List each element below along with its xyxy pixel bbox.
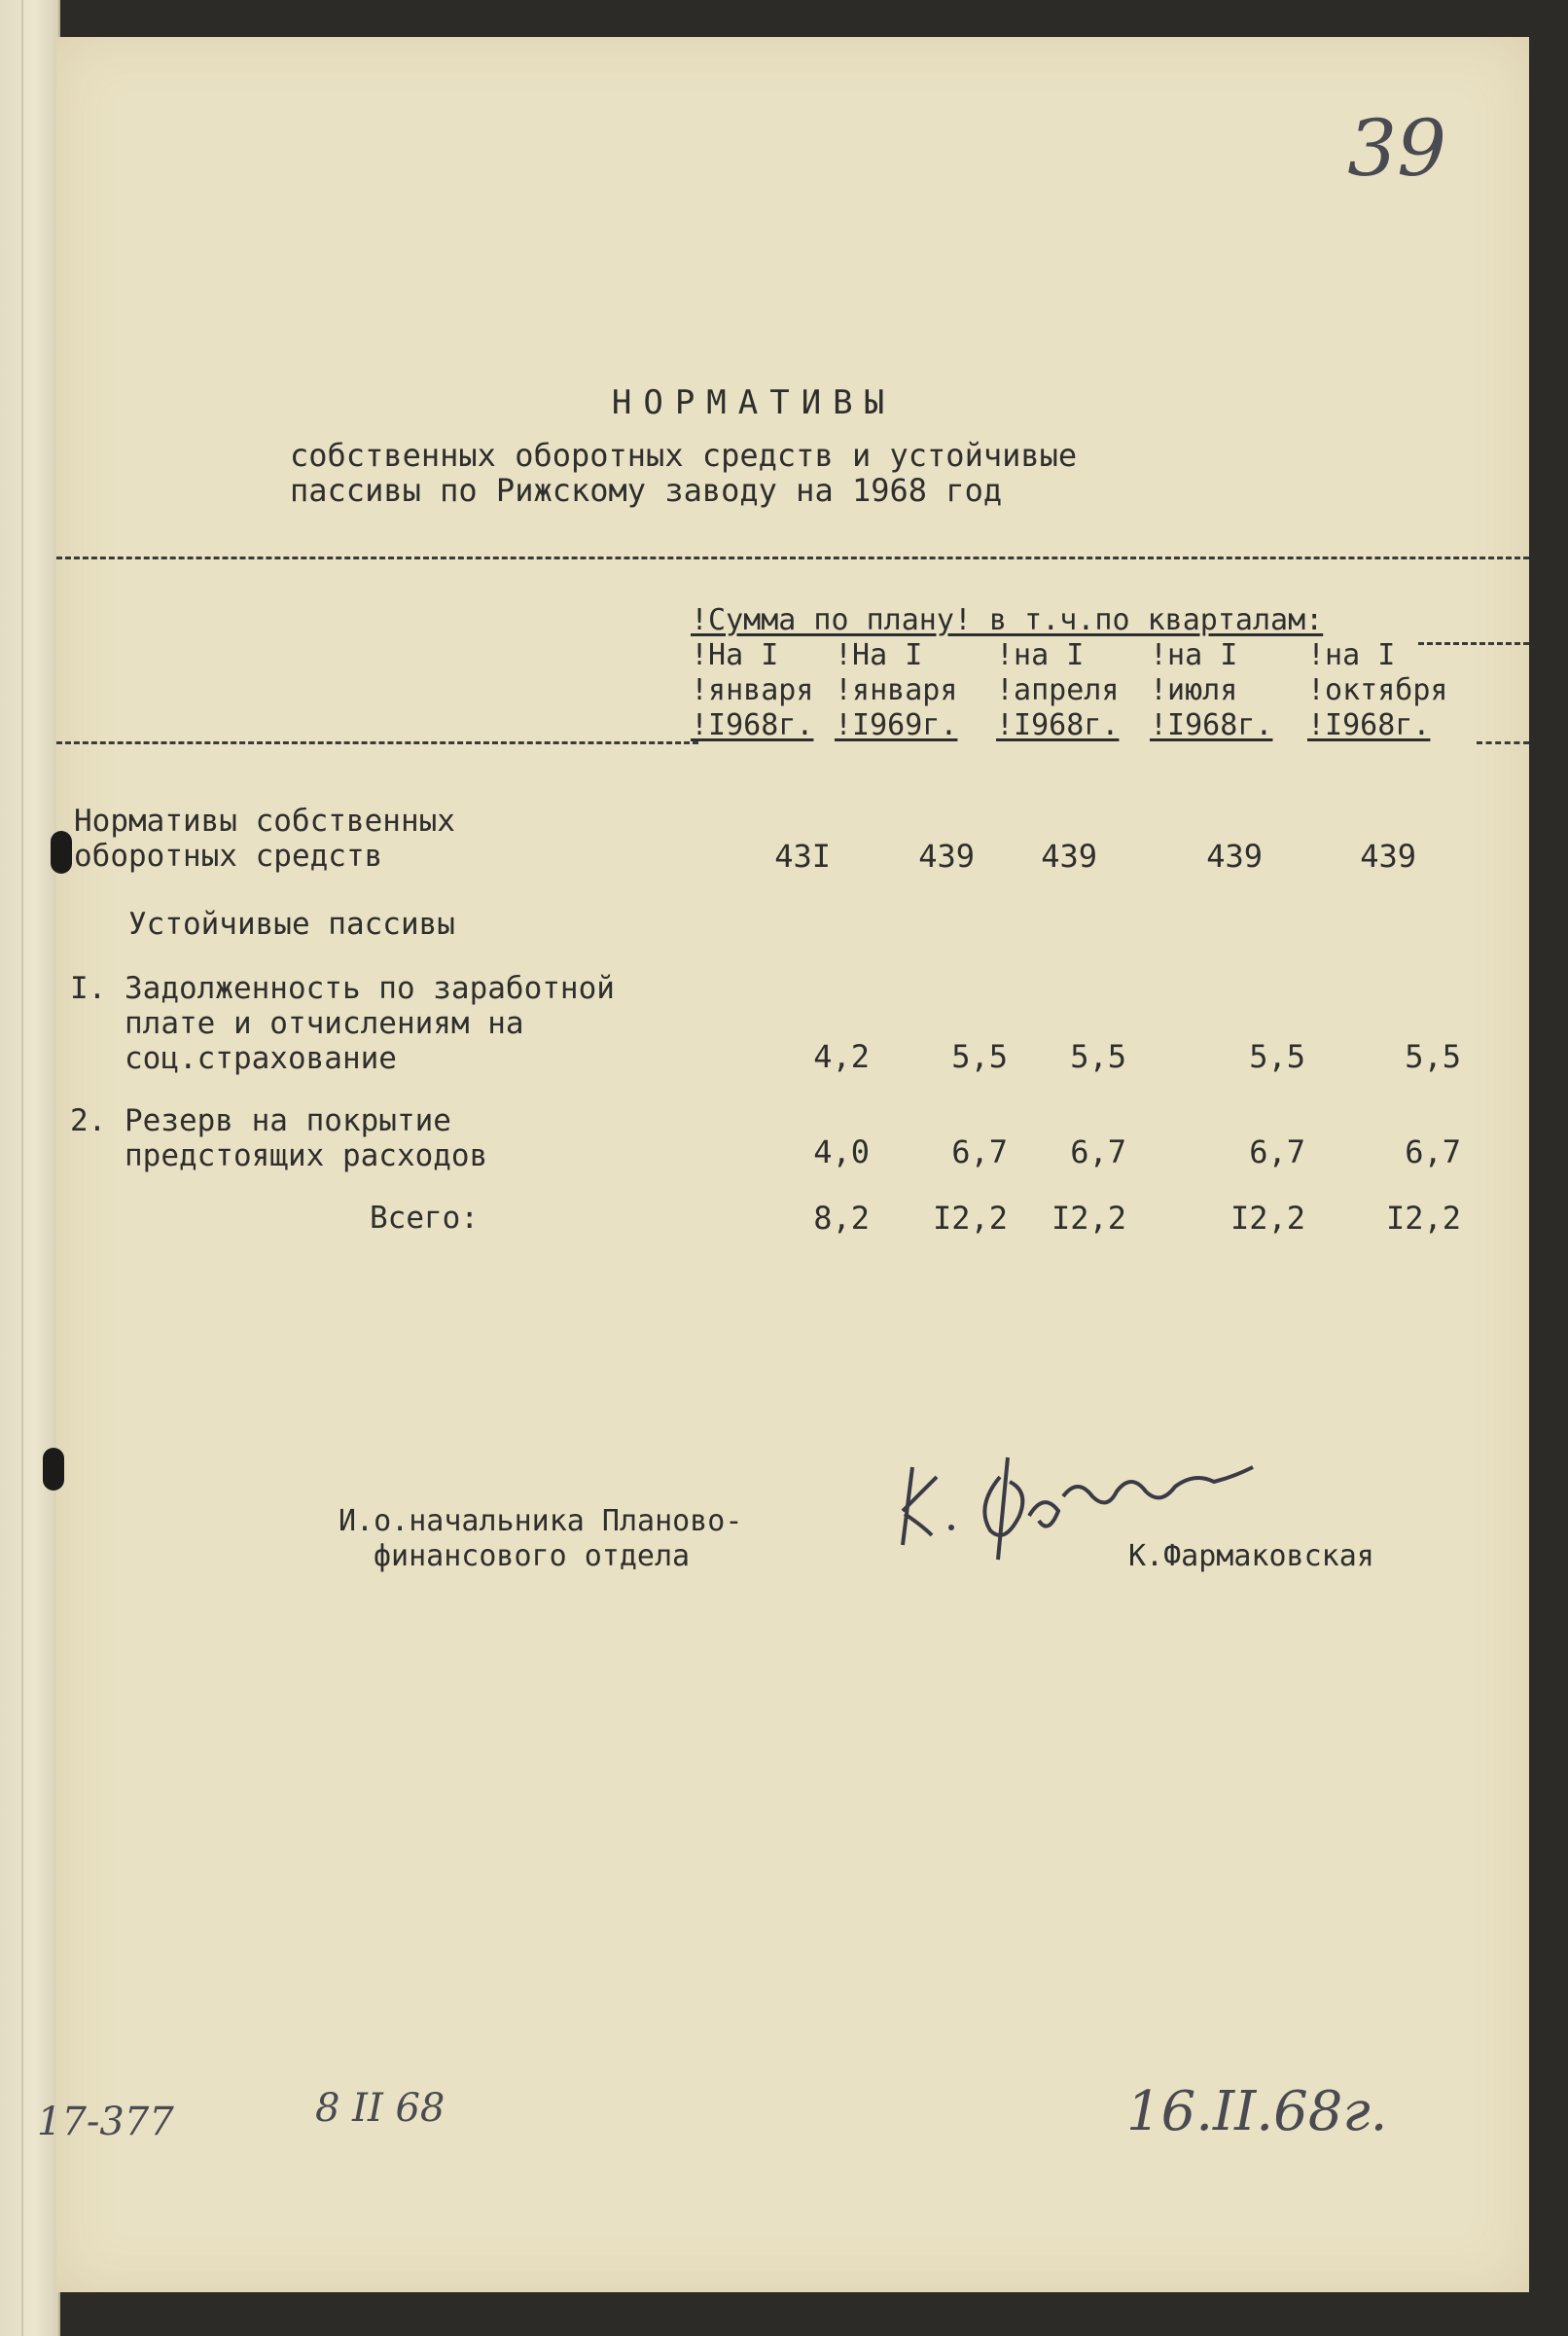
header-col-5-line2: !октября bbox=[1307, 673, 1448, 707]
subtitle-line: пассивы по Рижскому заводу на 1968 год bbox=[290, 472, 1003, 509]
row-label-line: плате и отчислениям на bbox=[70, 1006, 524, 1041]
cell-value: I2,2 bbox=[1229, 1200, 1305, 1237]
header-col-5-line1: !на I bbox=[1307, 638, 1396, 672]
subtitle-line: собственных оборотных средств и устойчивые bbox=[290, 437, 1078, 474]
header-bottom-rule-end bbox=[1477, 741, 1529, 744]
cell-value: I2,2 bbox=[932, 1200, 1008, 1237]
signatory-name: К.Фармаковская bbox=[1128, 1539, 1374, 1573]
header-col-3-line1: !на I bbox=[996, 638, 1085, 672]
row-label-line: предстоящих расходов bbox=[70, 1138, 488, 1173]
sheet-edge bbox=[21, 0, 23, 2336]
document-page bbox=[37, 37, 1529, 2292]
header-col-2-line3: !I969г. bbox=[835, 708, 958, 742]
row-label-own-funds bbox=[74, 804, 455, 874]
date-note-right: 16.II.68г. bbox=[1126, 2080, 1388, 2143]
cell-value: 6,7 bbox=[951, 1133, 1008, 1170]
binder-hole bbox=[51, 831, 72, 874]
header-col-1-line1: !На I bbox=[691, 638, 779, 672]
header-col-4-line1: !на I bbox=[1150, 638, 1238, 672]
cell-value: 439 bbox=[1206, 838, 1263, 875]
cell-value: 6,7 bbox=[1405, 1133, 1461, 1170]
cell-value: 4,0 bbox=[813, 1133, 870, 1170]
cell-value: I2,2 bbox=[1051, 1200, 1126, 1237]
row-label-line: I. Задолженность по заработной bbox=[70, 971, 615, 1006]
header-col-1 bbox=[691, 638, 813, 743]
row-label-reserve bbox=[70, 1103, 487, 1173]
header-col-4 bbox=[1150, 638, 1272, 743]
page-number: 39 bbox=[1347, 103, 1446, 194]
signatory-role bbox=[339, 1504, 742, 1574]
header-col-5 bbox=[1307, 638, 1448, 743]
cell-value: 439 bbox=[1041, 838, 1097, 875]
row-label-wage-arrears bbox=[70, 971, 615, 1076]
document-title bbox=[56, 383, 1529, 422]
row-label-stable-liabilities: Устойчивые пассивы bbox=[74, 907, 455, 942]
document-subtitle bbox=[290, 438, 1077, 508]
cell-value: 5,5 bbox=[951, 1038, 1008, 1075]
row-label-line: соц.страхование bbox=[70, 1041, 397, 1076]
cell-value: I2,2 bbox=[1385, 1200, 1461, 1237]
row-label-line: оборотных средств bbox=[74, 839, 383, 874]
header-right-rule bbox=[1418, 642, 1529, 645]
row-label-line: 2. Резерв на покрытие bbox=[70, 1103, 451, 1138]
header-col-4-line3: !I968г. bbox=[1150, 708, 1273, 742]
header-plan-quarters: !Сумма по плану! в т.ч.по кварталам: bbox=[691, 603, 1324, 637]
header-col-2 bbox=[835, 638, 957, 743]
cell-value: 6,7 bbox=[1249, 1133, 1305, 1170]
header-col-2-line2: !января bbox=[835, 673, 958, 707]
header-col-3-line2: !апреля bbox=[996, 673, 1120, 707]
cell-value: 4,2 bbox=[813, 1038, 870, 1075]
cell-value: 439 bbox=[1360, 838, 1416, 875]
header-col-5-line3: !I968г. bbox=[1307, 708, 1431, 742]
row-label-line: Нормативы собственных bbox=[74, 804, 455, 839]
cell-value: 5,5 bbox=[1405, 1038, 1461, 1075]
file-number-note: 17-377 bbox=[37, 2100, 174, 2144]
cell-value: 8,2 bbox=[813, 1200, 870, 1237]
date-note-left: 8 II 68 bbox=[315, 2086, 445, 2131]
cell-value: 439 bbox=[918, 838, 975, 875]
header-col-1-line2: !января bbox=[691, 673, 814, 707]
signatory-role-line: И.о.начальника Планово- bbox=[339, 1504, 743, 1538]
cell-value: 5,5 bbox=[1249, 1038, 1305, 1075]
header-col-3-line3: !I968г. bbox=[996, 708, 1120, 742]
underlying-sheet bbox=[0, 0, 60, 2336]
header-col-4-line2: !июля bbox=[1150, 673, 1238, 707]
title-text: НОРМАТИВЫ bbox=[611, 383, 897, 422]
header-col-2-line1: !На I bbox=[835, 638, 923, 672]
table-top-rule bbox=[56, 557, 1529, 559]
cell-value: 5,5 bbox=[1070, 1038, 1126, 1075]
signatory-role-line: финансового отдела bbox=[374, 1539, 691, 1573]
cell-value: 43I bbox=[774, 838, 831, 875]
binder-hole bbox=[43, 1448, 64, 1491]
header-col-1-line3: !I968г. bbox=[691, 708, 814, 742]
cell-value: 6,7 bbox=[1070, 1133, 1126, 1170]
header-bottom-rule bbox=[56, 741, 698, 744]
row-label-total: Всего: bbox=[370, 1201, 479, 1236]
header-col-3 bbox=[996, 638, 1119, 743]
